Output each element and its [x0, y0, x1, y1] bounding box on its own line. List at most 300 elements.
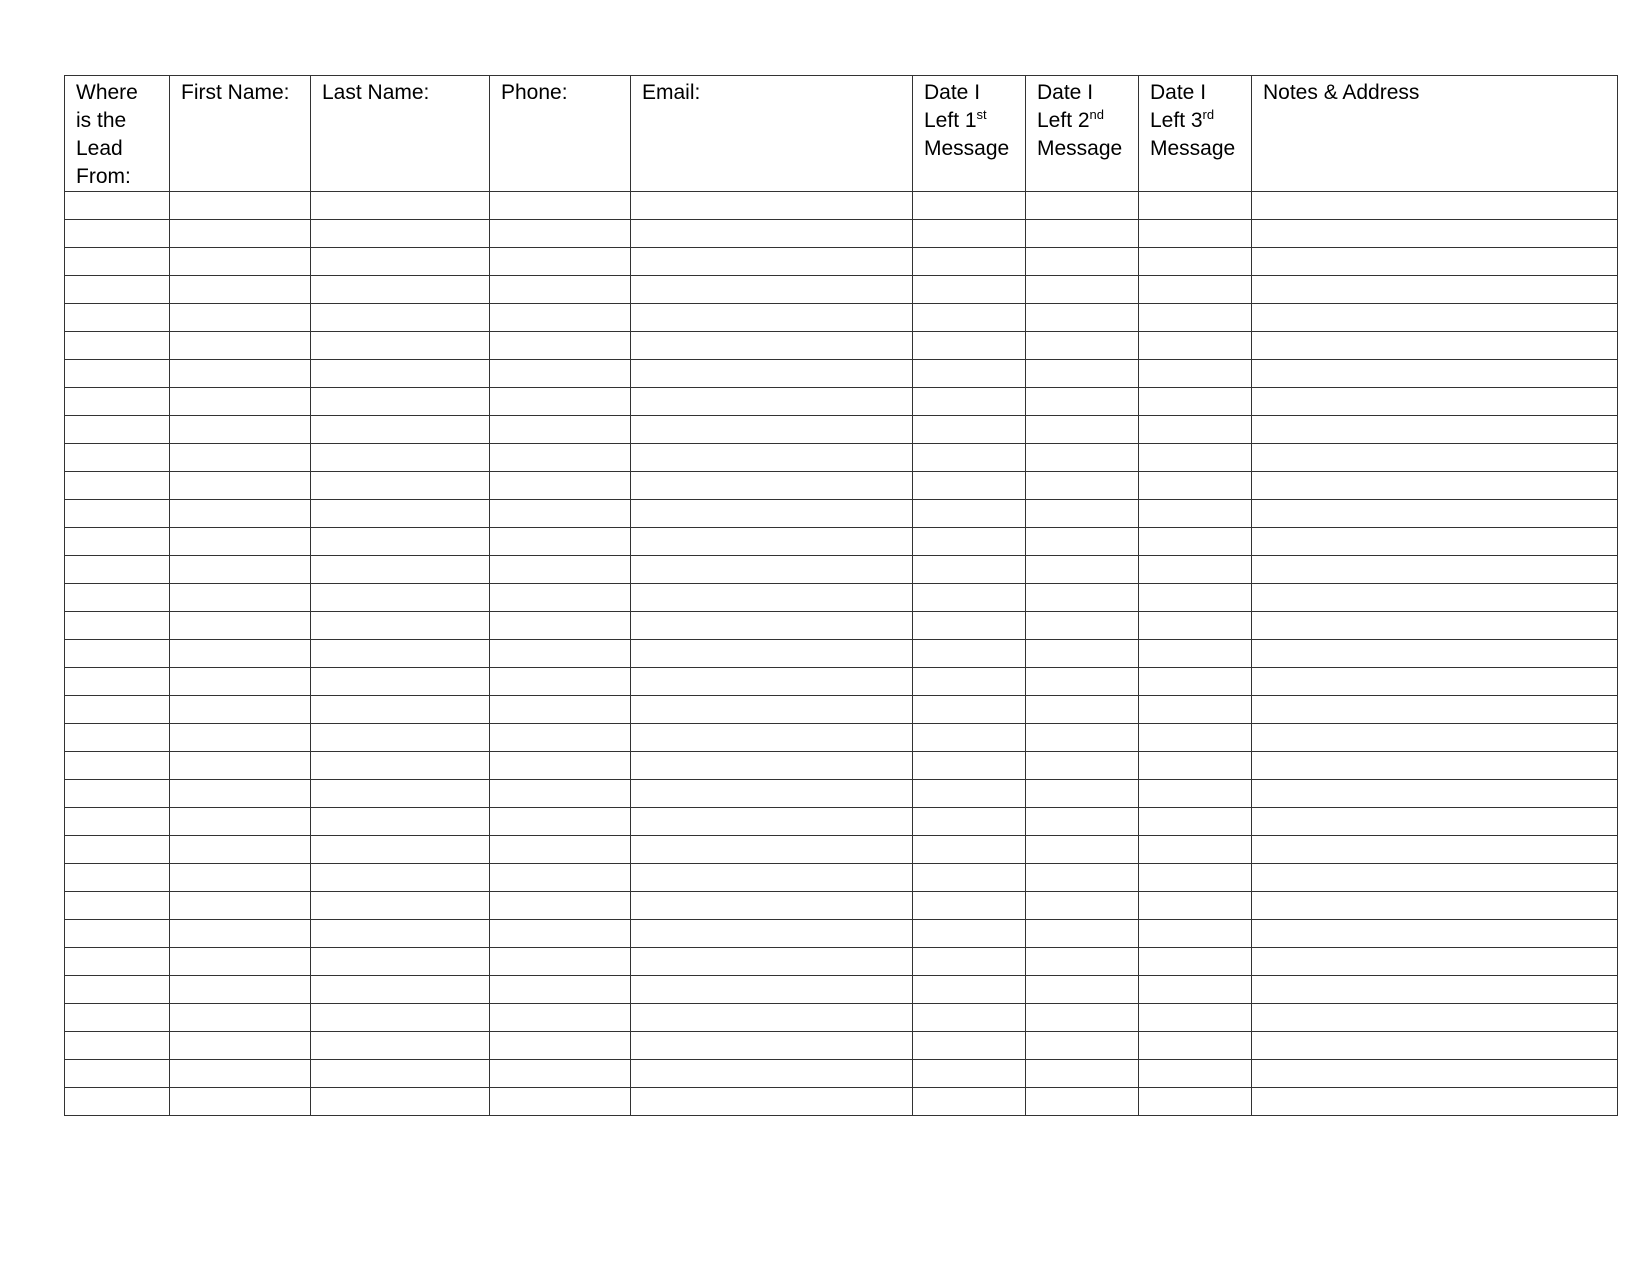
cell-msg1[interactable] — [913, 472, 1026, 500]
cell-last-name[interactable] — [311, 1088, 490, 1116]
cell-last-name[interactable] — [311, 640, 490, 668]
cell-msg3[interactable] — [1139, 584, 1252, 612]
cell-email[interactable] — [631, 1032, 913, 1060]
cell-phone[interactable] — [490, 612, 631, 640]
cell-last-name[interactable] — [311, 556, 490, 584]
cell-first-name[interactable] — [170, 1060, 311, 1088]
cell-first-name[interactable] — [170, 864, 311, 892]
cell-msg1[interactable] — [913, 388, 1026, 416]
cell-msg1[interactable] — [913, 1032, 1026, 1060]
cell-last-name[interactable] — [311, 500, 490, 528]
cell-email[interactable] — [631, 528, 913, 556]
cell-first-name[interactable] — [170, 1088, 311, 1116]
cell-email[interactable] — [631, 360, 913, 388]
cell-email[interactable] — [631, 220, 913, 248]
cell-msg2[interactable] — [1026, 192, 1139, 220]
cell-phone[interactable] — [490, 192, 631, 220]
cell-notes[interactable] — [1252, 556, 1618, 584]
cell-msg3[interactable] — [1139, 668, 1252, 696]
cell-phone[interactable] — [490, 388, 631, 416]
cell-phone[interactable] — [490, 444, 631, 472]
cell-notes[interactable] — [1252, 724, 1618, 752]
cell-lead-source[interactable] — [65, 220, 170, 248]
cell-msg1[interactable] — [913, 276, 1026, 304]
cell-phone[interactable] — [490, 332, 631, 360]
cell-lead-source[interactable] — [65, 640, 170, 668]
cell-email[interactable] — [631, 724, 913, 752]
cell-notes[interactable] — [1252, 612, 1618, 640]
cell-notes[interactable] — [1252, 920, 1618, 948]
cell-msg1[interactable] — [913, 920, 1026, 948]
cell-email[interactable] — [631, 276, 913, 304]
cell-msg3[interactable] — [1139, 1032, 1252, 1060]
cell-msg2[interactable] — [1026, 780, 1139, 808]
cell-notes[interactable] — [1252, 808, 1618, 836]
cell-notes[interactable] — [1252, 1088, 1618, 1116]
cell-msg3[interactable] — [1139, 864, 1252, 892]
cell-lead-source[interactable] — [65, 360, 170, 388]
cell-phone[interactable] — [490, 360, 631, 388]
cell-lead-source[interactable] — [65, 1088, 170, 1116]
cell-first-name[interactable] — [170, 416, 311, 444]
cell-msg3[interactable] — [1139, 1004, 1252, 1032]
cell-last-name[interactable] — [311, 444, 490, 472]
cell-lead-source[interactable] — [65, 304, 170, 332]
cell-lead-source[interactable] — [65, 612, 170, 640]
cell-notes[interactable] — [1252, 192, 1618, 220]
cell-last-name[interactable] — [311, 416, 490, 444]
cell-last-name[interactable] — [311, 976, 490, 1004]
cell-msg2[interactable] — [1026, 528, 1139, 556]
cell-lead-source[interactable] — [65, 780, 170, 808]
cell-notes[interactable] — [1252, 1060, 1618, 1088]
cell-msg3[interactable] — [1139, 836, 1252, 864]
cell-first-name[interactable] — [170, 332, 311, 360]
cell-notes[interactable] — [1252, 640, 1618, 668]
cell-email[interactable] — [631, 752, 913, 780]
cell-msg2[interactable] — [1026, 892, 1139, 920]
cell-msg1[interactable] — [913, 332, 1026, 360]
cell-msg1[interactable] — [913, 500, 1026, 528]
cell-phone[interactable] — [490, 500, 631, 528]
header-text-fragment: Left 1 — [924, 109, 977, 132]
cell-notes[interactable] — [1252, 304, 1618, 332]
cell-msg2[interactable] — [1026, 920, 1139, 948]
cell-first-name[interactable] — [170, 444, 311, 472]
cell-first-name[interactable] — [170, 948, 311, 976]
cell-msg2[interactable] — [1026, 1060, 1139, 1088]
cell-msg2[interactable] — [1026, 1032, 1139, 1060]
cell-last-name[interactable] — [311, 668, 490, 696]
cell-lead-source[interactable] — [65, 472, 170, 500]
cell-notes[interactable] — [1252, 1032, 1618, 1060]
cell-msg3[interactable] — [1139, 472, 1252, 500]
header-text-line: Where — [76, 81, 138, 104]
cell-lead-source[interactable] — [65, 920, 170, 948]
cell-first-name[interactable] — [170, 388, 311, 416]
cell-msg2[interactable] — [1026, 864, 1139, 892]
cell-lead-source[interactable] — [65, 584, 170, 612]
cell-msg3[interactable] — [1139, 640, 1252, 668]
cell-first-name[interactable] — [170, 724, 311, 752]
cell-phone[interactable] — [490, 528, 631, 556]
cell-email[interactable] — [631, 416, 913, 444]
cell-msg2[interactable] — [1026, 556, 1139, 584]
cell-phone[interactable] — [490, 276, 631, 304]
cell-msg1[interactable] — [913, 556, 1026, 584]
cell-notes[interactable] — [1252, 696, 1618, 724]
cell-msg3[interactable] — [1139, 892, 1252, 920]
cell-msg3[interactable] — [1139, 612, 1252, 640]
cell-notes[interactable] — [1252, 780, 1618, 808]
cell-email[interactable] — [631, 808, 913, 836]
cell-email[interactable] — [631, 920, 913, 948]
cell-email[interactable] — [631, 556, 913, 584]
cell-phone[interactable] — [490, 304, 631, 332]
cell-phone[interactable] — [490, 1060, 631, 1088]
cell-msg3[interactable] — [1139, 388, 1252, 416]
cell-last-name[interactable] — [311, 220, 490, 248]
cell-msg2[interactable] — [1026, 360, 1139, 388]
cell-email[interactable] — [631, 864, 913, 892]
cell-msg1[interactable] — [913, 892, 1026, 920]
cell-msg1[interactable] — [913, 780, 1026, 808]
cell-phone[interactable] — [490, 1004, 631, 1032]
cell-last-name[interactable] — [311, 192, 490, 220]
cell-last-name[interactable] — [311, 1060, 490, 1088]
cell-email[interactable] — [631, 584, 913, 612]
cell-msg3[interactable] — [1139, 416, 1252, 444]
cell-last-name[interactable] — [311, 836, 490, 864]
cell-last-name[interactable] — [311, 892, 490, 920]
cell-notes[interactable] — [1252, 444, 1618, 472]
cell-last-name[interactable] — [311, 1004, 490, 1032]
cell-first-name[interactable] — [170, 780, 311, 808]
cell-msg3[interactable] — [1139, 528, 1252, 556]
cell-lead-source[interactable] — [65, 500, 170, 528]
cell-notes[interactable] — [1252, 864, 1618, 892]
table-row — [65, 584, 1618, 612]
cell-phone[interactable] — [490, 836, 631, 864]
cell-msg1[interactable] — [913, 808, 1026, 836]
cell-msg2[interactable] — [1026, 612, 1139, 640]
cell-notes[interactable] — [1252, 332, 1618, 360]
cell-msg1[interactable] — [913, 248, 1026, 276]
cell-lead-source[interactable] — [65, 1032, 170, 1060]
cell-first-name[interactable] — [170, 220, 311, 248]
cell-first-name[interactable] — [170, 556, 311, 584]
cell-phone[interactable] — [490, 668, 631, 696]
cell-email[interactable] — [631, 248, 913, 276]
cell-first-name[interactable] — [170, 920, 311, 948]
cell-first-name[interactable] — [170, 1032, 311, 1060]
cell-last-name[interactable] — [311, 584, 490, 612]
cell-lead-source[interactable] — [65, 276, 170, 304]
cell-first-name[interactable] — [170, 892, 311, 920]
cell-last-name[interactable] — [311, 304, 490, 332]
cell-email[interactable] — [631, 836, 913, 864]
cell-lead-source[interactable] — [65, 332, 170, 360]
cell-email[interactable] — [631, 696, 913, 724]
cell-msg2[interactable] — [1026, 220, 1139, 248]
cell-first-name[interactable] — [170, 304, 311, 332]
cell-first-name[interactable] — [170, 612, 311, 640]
cell-lead-source[interactable] — [65, 696, 170, 724]
cell-phone[interactable] — [490, 724, 631, 752]
cell-last-name[interactable] — [311, 388, 490, 416]
cell-lead-source[interactable] — [65, 528, 170, 556]
cell-msg2[interactable] — [1026, 304, 1139, 332]
cell-msg1[interactable] — [913, 584, 1026, 612]
cell-msg3[interactable] — [1139, 444, 1252, 472]
cell-msg3[interactable] — [1139, 276, 1252, 304]
cell-last-name[interactable] — [311, 248, 490, 276]
cell-phone[interactable] — [490, 1032, 631, 1060]
cell-phone[interactable] — [490, 472, 631, 500]
cell-msg2[interactable] — [1026, 416, 1139, 444]
cell-msg1[interactable] — [913, 416, 1026, 444]
cell-msg2[interactable] — [1026, 696, 1139, 724]
cell-lead-source[interactable] — [65, 248, 170, 276]
cell-msg3[interactable] — [1139, 976, 1252, 1004]
cell-msg2[interactable] — [1026, 388, 1139, 416]
cell-msg2[interactable] — [1026, 500, 1139, 528]
cell-msg3[interactable] — [1139, 304, 1252, 332]
cell-phone[interactable] — [490, 892, 631, 920]
cell-msg2[interactable] — [1026, 584, 1139, 612]
cell-msg1[interactable] — [913, 696, 1026, 724]
cell-last-name[interactable] — [311, 472, 490, 500]
cell-email[interactable] — [631, 444, 913, 472]
cell-notes[interactable] — [1252, 976, 1618, 1004]
cell-notes[interactable] — [1252, 416, 1618, 444]
cell-notes[interactable] — [1252, 248, 1618, 276]
cell-last-name[interactable] — [311, 752, 490, 780]
cell-lead-source[interactable] — [65, 1060, 170, 1088]
cell-first-name[interactable] — [170, 528, 311, 556]
cell-msg1[interactable] — [913, 1004, 1026, 1032]
cell-msg3[interactable] — [1139, 1088, 1252, 1116]
cell-lead-source[interactable] — [65, 864, 170, 892]
cell-first-name[interactable] — [170, 668, 311, 696]
cell-last-name[interactable] — [311, 696, 490, 724]
cell-lead-source[interactable] — [65, 836, 170, 864]
cell-first-name[interactable] — [170, 1004, 311, 1032]
cell-first-name[interactable] — [170, 976, 311, 1004]
cell-phone[interactable] — [490, 640, 631, 668]
cell-first-name[interactable] — [170, 500, 311, 528]
cell-email[interactable] — [631, 948, 913, 976]
cell-msg3[interactable] — [1139, 920, 1252, 948]
cell-email[interactable] — [631, 192, 913, 220]
cell-msg1[interactable] — [913, 724, 1026, 752]
cell-first-name[interactable] — [170, 836, 311, 864]
cell-last-name[interactable] — [311, 920, 490, 948]
cell-last-name[interactable] — [311, 808, 490, 836]
cell-msg1[interactable] — [913, 976, 1026, 1004]
cell-notes[interactable] — [1252, 584, 1618, 612]
cell-notes[interactable] — [1252, 668, 1618, 696]
cell-msg3[interactable] — [1139, 696, 1252, 724]
cell-last-name[interactable] — [311, 276, 490, 304]
cell-notes[interactable] — [1252, 360, 1618, 388]
cell-email[interactable] — [631, 388, 913, 416]
cell-first-name[interactable] — [170, 472, 311, 500]
cell-email[interactable] — [631, 640, 913, 668]
cell-email[interactable] — [631, 612, 913, 640]
cell-msg1[interactable] — [913, 528, 1026, 556]
cell-msg1[interactable] — [913, 1060, 1026, 1088]
cell-msg2[interactable] — [1026, 276, 1139, 304]
cell-msg3[interactable] — [1139, 360, 1252, 388]
cell-notes[interactable] — [1252, 752, 1618, 780]
cell-msg2[interactable] — [1026, 444, 1139, 472]
cell-lead-source[interactable] — [65, 556, 170, 584]
cell-msg2[interactable] — [1026, 836, 1139, 864]
cell-last-name[interactable] — [311, 360, 490, 388]
cell-first-name[interactable] — [170, 248, 311, 276]
cell-msg2[interactable] — [1026, 248, 1139, 276]
cell-msg3[interactable] — [1139, 500, 1252, 528]
cell-email[interactable] — [631, 304, 913, 332]
cell-last-name[interactable] — [311, 780, 490, 808]
cell-msg3[interactable] — [1139, 220, 1252, 248]
cell-lead-source[interactable] — [65, 668, 170, 696]
cell-phone[interactable] — [490, 584, 631, 612]
cell-msg2[interactable] — [1026, 472, 1139, 500]
cell-first-name[interactable] — [170, 808, 311, 836]
cell-notes[interactable] — [1252, 836, 1618, 864]
cell-phone[interactable] — [490, 780, 631, 808]
cell-msg3[interactable] — [1139, 556, 1252, 584]
cell-lead-source[interactable] — [65, 388, 170, 416]
cell-phone[interactable] — [490, 1088, 631, 1116]
cell-msg3[interactable] — [1139, 752, 1252, 780]
cell-lead-source[interactable] — [65, 444, 170, 472]
cell-msg3[interactable] — [1139, 780, 1252, 808]
cell-phone[interactable] — [490, 556, 631, 584]
cell-first-name[interactable] — [170, 752, 311, 780]
cell-last-name[interactable] — [311, 724, 490, 752]
cell-phone[interactable] — [490, 752, 631, 780]
cell-notes[interactable] — [1252, 892, 1618, 920]
cell-phone[interactable] — [490, 416, 631, 444]
cell-msg2[interactable] — [1026, 1088, 1139, 1116]
cell-phone[interactable] — [490, 920, 631, 948]
cell-notes[interactable] — [1252, 276, 1618, 304]
cell-email[interactable] — [631, 500, 913, 528]
cell-lead-source[interactable] — [65, 724, 170, 752]
cell-lead-source[interactable] — [65, 948, 170, 976]
cell-first-name[interactable] — [170, 192, 311, 220]
cell-msg1[interactable] — [913, 836, 1026, 864]
cell-notes[interactable] — [1252, 948, 1618, 976]
cell-msg1[interactable] — [913, 192, 1026, 220]
cell-lead-source[interactable] — [65, 192, 170, 220]
cell-notes[interactable] — [1252, 500, 1618, 528]
cell-notes[interactable] — [1252, 1004, 1618, 1032]
cell-last-name[interactable] — [311, 864, 490, 892]
cell-msg3[interactable] — [1139, 1060, 1252, 1088]
cell-msg2[interactable] — [1026, 724, 1139, 752]
cell-msg2[interactable] — [1026, 976, 1139, 1004]
cell-last-name[interactable] — [311, 948, 490, 976]
cell-msg2[interactable] — [1026, 948, 1139, 976]
cell-msg1[interactable] — [913, 668, 1026, 696]
cell-msg2[interactable] — [1026, 668, 1139, 696]
cell-msg1[interactable] — [913, 612, 1026, 640]
cell-msg1[interactable] — [913, 752, 1026, 780]
cell-phone[interactable] — [490, 976, 631, 1004]
cell-msg1[interactable] — [913, 444, 1026, 472]
cell-msg3[interactable] — [1139, 248, 1252, 276]
cell-phone[interactable] — [490, 808, 631, 836]
cell-msg3[interactable] — [1139, 192, 1252, 220]
cell-msg2[interactable] — [1026, 1004, 1139, 1032]
cell-notes[interactable] — [1252, 528, 1618, 556]
cell-msg3[interactable] — [1139, 948, 1252, 976]
cell-first-name[interactable] — [170, 276, 311, 304]
cell-msg1[interactable] — [913, 864, 1026, 892]
cell-email[interactable] — [631, 1060, 913, 1088]
cell-msg1[interactable] — [913, 1088, 1026, 1116]
cell-msg1[interactable] — [913, 304, 1026, 332]
cell-lead-source[interactable] — [65, 1004, 170, 1032]
cell-lead-source[interactable] — [65, 808, 170, 836]
cell-email[interactable] — [631, 976, 913, 1004]
cell-first-name[interactable] — [170, 696, 311, 724]
cell-email[interactable] — [631, 472, 913, 500]
cell-msg3[interactable] — [1139, 808, 1252, 836]
cell-msg1[interactable] — [913, 948, 1026, 976]
cell-first-name[interactable] — [170, 640, 311, 668]
cell-lead-source[interactable] — [65, 976, 170, 1004]
cell-msg3[interactable] — [1139, 724, 1252, 752]
cell-lead-source[interactable] — [65, 752, 170, 780]
cell-last-name[interactable] — [311, 1032, 490, 1060]
cell-phone[interactable] — [490, 220, 631, 248]
cell-msg2[interactable] — [1026, 332, 1139, 360]
cell-notes[interactable] — [1252, 220, 1618, 248]
cell-phone[interactable] — [490, 864, 631, 892]
cell-email[interactable] — [631, 332, 913, 360]
cell-msg2[interactable] — [1026, 752, 1139, 780]
cell-email[interactable] — [631, 1004, 913, 1032]
cell-msg1[interactable] — [913, 220, 1026, 248]
cell-msg1[interactable] — [913, 640, 1026, 668]
cell-first-name[interactable] — [170, 360, 311, 388]
cell-notes[interactable] — [1252, 472, 1618, 500]
cell-last-name[interactable] — [311, 528, 490, 556]
cell-msg3[interactable] — [1139, 332, 1252, 360]
cell-email[interactable] — [631, 780, 913, 808]
cell-msg2[interactable] — [1026, 808, 1139, 836]
cell-email[interactable] — [631, 668, 913, 696]
cell-notes[interactable] — [1252, 388, 1618, 416]
cell-first-name[interactable] — [170, 584, 311, 612]
cell-phone[interactable] — [490, 948, 631, 976]
cell-phone[interactable] — [490, 248, 631, 276]
cell-email[interactable] — [631, 892, 913, 920]
cell-msg2[interactable] — [1026, 640, 1139, 668]
cell-lead-source[interactable] — [65, 416, 170, 444]
cell-lead-source[interactable] — [65, 892, 170, 920]
cell-email[interactable] — [631, 1088, 913, 1116]
cell-last-name[interactable] — [311, 332, 490, 360]
cell-phone[interactable] — [490, 696, 631, 724]
cell-last-name[interactable] — [311, 612, 490, 640]
cell-msg1[interactable] — [913, 360, 1026, 388]
